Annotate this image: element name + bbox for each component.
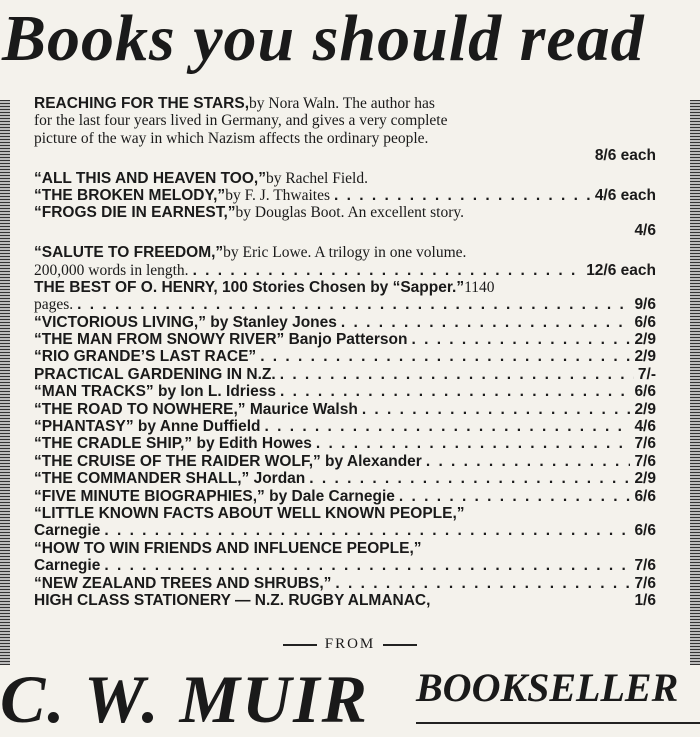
book-title: “RIO GRANDE’S LAST RACE” [34,348,257,366]
book-entry-line [34,470,656,487]
book-title: “FROGS DIE IN EARNEST,” [34,204,236,222]
book-price: 7/6 [634,452,656,470]
book-title: “PHANTASY” by Anne Duffield [34,418,261,436]
book-price: 7/6 [634,574,656,592]
book-entry-line [34,401,656,418]
book-entry-line [34,112,656,129]
book-description: 200,000 words in length. [34,261,189,279]
dot-leader [264,418,630,435]
book-title: “FIVE MINUTE BIOGRAPHIES,” by Dale Carnegie [34,487,395,505]
book-entry-line [34,348,656,365]
dot-leader [309,470,630,487]
book-price: 2/9 [634,400,656,418]
book-entry-line [34,575,656,592]
dot-leader [426,453,631,470]
book-title: “VICTORIOUS LIVING,” by Stanley Jones [34,313,337,331]
book-title: “THE COMMANDER SHALL,” Jordan [34,470,306,488]
book-title: “THE CRUISE OF THE RAIDER WOLF,” by Alexander [34,452,422,470]
book-entry-line [34,147,656,164]
dot-leader [334,187,591,204]
book-entry-line [34,505,656,522]
book-price: 4/6 [634,221,656,239]
book-entry-line [34,187,656,204]
book-title: THE BEST OF O. HENRY, 100 Stories Chosen by “Sapper.” [34,278,465,296]
dot-leader [316,435,631,452]
seller-title: BOOKSELLER [416,660,700,724]
left-border-rule [0,100,10,665]
book-entry-line [34,592,656,609]
book-price: 9/6 [634,296,656,314]
book-price: 6/6 [634,522,656,540]
book-price: 6/6 [634,383,656,401]
book-title: “THE BROKEN MELODY,” [34,186,226,204]
book-title: “HOW TO WIN FRIENDS AND INFLUENCE PEOPLE,” [34,539,422,557]
book-title: “SALUTE TO FREEDOM,” [34,244,224,262]
dot-leader [280,383,630,400]
book-price: 2/9 [634,331,656,349]
book-title: “THE CRADLE SHIP,” by Edith Howes [34,435,312,453]
book-description: by Nora Waln. The author has [249,95,435,112]
book-entry-line [34,453,656,470]
book-entry-line [34,279,656,296]
book-description: picture of the way in which Nazism affects the ordinary people. [34,129,429,147]
dot-leader [104,557,630,574]
from-label: FROM [324,636,376,652]
book-entry-line [34,222,656,239]
book-price: 2/9 [634,470,656,488]
book-price: 1/6 [634,591,656,609]
book-entry-line [34,435,656,452]
book-price: 2/9 [634,348,656,366]
book-title: “MAN TRACKS” by Ion L. Idriess [34,383,276,401]
book-price: 8/6 each [594,147,656,165]
dot-leader [77,296,630,313]
book-title: “NEW ZEALAND TREES AND SHRUBS,” [34,574,332,592]
book-price: 12/6 each [586,261,656,279]
book-entry-line [34,244,656,261]
book-entry-line [34,331,656,348]
dot-leader [104,522,630,539]
book-title: “THE MAN FROM SNOWY RIVER” Banjo Patterson [34,331,408,349]
dot-leader [280,366,634,383]
book-price: 7/6 [634,435,656,453]
book-description: 1140 [464,278,495,296]
book-title: REACHING FOR THE STARS, [34,95,249,112]
book-title: PRACTICAL GARDENING IN N.Z. [34,365,276,383]
book-entry-line [34,296,656,313]
book-price: 4/6 each [594,186,656,204]
book-price: 7/6 [634,557,656,575]
book-title: HIGH CLASS STATIONERY — N.Z. RUGBY ALMANAC, [34,591,431,609]
book-title: “ALL THIS AND HEAVEN TOO,” [34,169,266,187]
book-price: 6/6 [634,313,656,331]
book-price: 6/6 [634,487,656,505]
book-entry-line [34,262,656,279]
book-title: Carnegie [34,522,101,540]
book-description: by Eric Lowe. A trilogy in one volume. [223,244,467,262]
book-title: “THE ROAD TO NOWHERE,” Maurice Walsh [34,400,358,418]
book-price: 7/- [637,365,656,383]
dot-leader [411,331,630,348]
book-title: “LITTLE KNOWN FACTS ABOUT WELL KNOWN PEOPLE,” [34,504,465,522]
book-price: 4/6 [634,418,656,436]
book-entry-line [34,522,656,539]
book-description: by Rachel Field. [265,169,368,187]
dot-leader [399,488,631,505]
dot-leader [260,348,630,365]
book-title: Carnegie [34,557,101,575]
book-entry-line [34,540,656,557]
book-entry-line [34,557,656,574]
book-description: for the last four years lived in Germany, and gives a very complete [34,112,448,130]
book-entry-line [34,366,656,383]
book-description: by F. J. Thwaites [225,186,331,204]
book-entry-line [34,314,656,331]
book-description: pages. [34,296,74,314]
book-entry-line [34,130,656,147]
book-entry-line [34,204,656,221]
book-entry-line [34,95,656,112]
book-entry-line [34,383,656,400]
divider-line-left [283,644,317,646]
dot-leader [341,314,631,331]
book-entry-line [34,418,656,435]
divider-line-right [383,644,417,646]
dot-leader [335,575,630,592]
dot-leader [362,401,631,418]
dot-leader [193,262,583,279]
headline: Books you should read [2,2,645,75]
book-entry-line [34,170,656,187]
seller-name: C. W. MUIR [0,661,369,737]
right-border-rule [690,100,700,665]
from-divider [0,636,700,653]
book-list [34,95,656,609]
book-description: by Douglas Boot. An excellent story. [235,204,464,222]
book-entry-line [34,488,656,505]
